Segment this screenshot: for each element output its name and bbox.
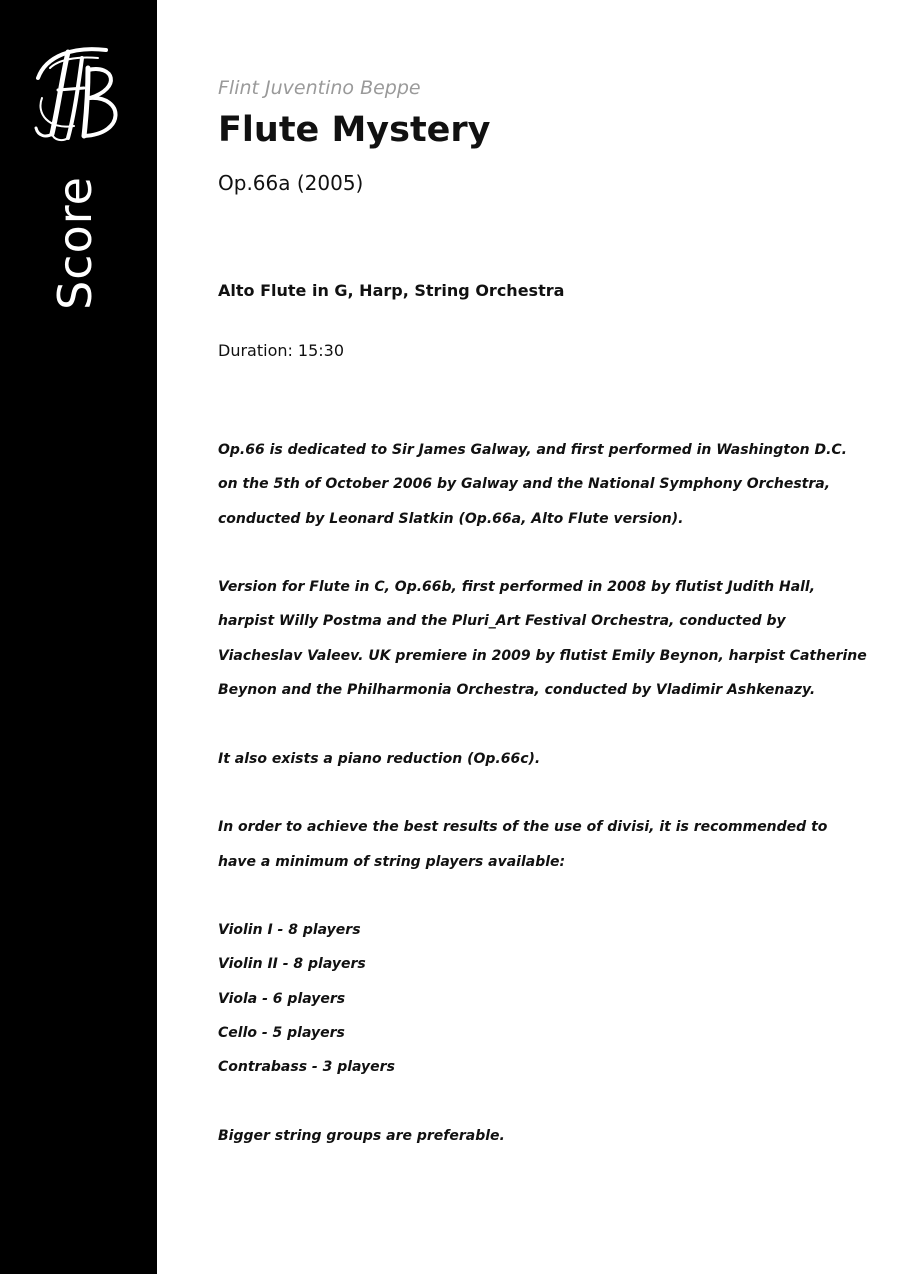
instrumentation: Alto Flute in G, Harp, String Orchestra: [218, 281, 565, 300]
fjb-monogram-logo: [28, 38, 128, 146]
score-label: Score: [48, 176, 102, 310]
duration-label: Duration:: [218, 341, 293, 360]
dedication-note: Op.66 is dedicated to Sir James Galway, and first performed in Washington D.C. on the 5th of October 2006 by Galway and the National Symphony Orchestra, conducted by Leonard Slatkin (Op.66a, Alto Flute version).: [218, 442, 847, 527]
composer-name: Flint Juventino Beppe: [218, 77, 421, 99]
piano-reduction-note: It also exists a piano reduction (Op.66c).: [218, 750, 541, 767]
sidebar: [0, 0, 157, 1274]
list-item: Viola - 6 players: [218, 990, 346, 1007]
duration-value: 15:30: [297, 341, 344, 360]
list-item: Cello - 5 players: [218, 1025, 345, 1042]
opus-number: Op.66a (2005): [218, 171, 364, 195]
piece-title: Flute Mystery: [218, 110, 491, 150]
list-item: Violin I - 8 players: [218, 922, 361, 939]
list-item: Violin II - 8 players: [218, 956, 366, 973]
performance-notes: [218, 433, 868, 1188]
closing-note: Bigger string groups are preferable.: [218, 1127, 505, 1144]
string-players-list: [218, 913, 868, 1084]
version-b-note: Version for Flute in C, Op.66b, first performed in 2008 by flutist Judith Hall, harpist Willy Postma and the Pluri_Art Festival Orchestra, conducted by Viacheslav Valeev. UK premiere in 2009 by flutist Emily Beynon, harpist Catherine Beynon and the Philharmonia Orchestra, conducted by Vladimir Ashkenazy.: [218, 579, 867, 699]
duration: [218, 341, 349, 360]
list-item: Contrabass - 3 players: [218, 1059, 395, 1076]
divisi-note: In order to achieve the best results of the use of divisi, it is recommended to have a minimum of string players available:: [218, 819, 828, 870]
